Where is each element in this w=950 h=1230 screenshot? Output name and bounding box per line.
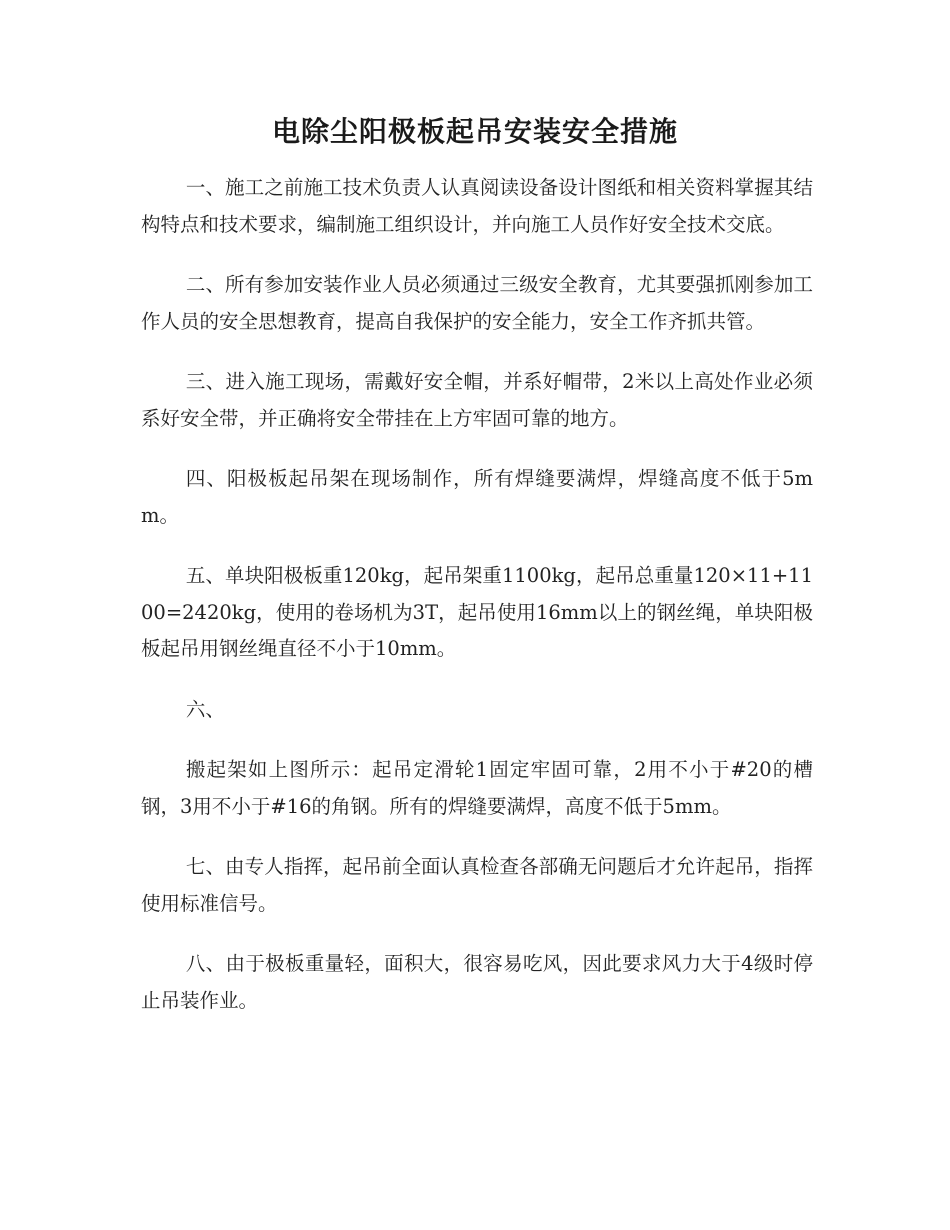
paragraph-6-detail: 搬起架如上图所示：起吊定滑轮1固定牢固可靠，2用不小于#20的槽钢，3用不小于#16的角钢。所有的焊缝要满焊，高度不低于5mm。 bbox=[141, 758, 813, 818]
document-body bbox=[141, 170, 813, 1043]
paragraph-4: 四、阳极板起吊架在现场制作，所有焊缝要满焊，焊缝高度不低于5mm。 bbox=[141, 467, 813, 527]
paragraph-6: 六、 bbox=[185, 697, 225, 721]
paragraph-3: 三、进入施工现场，需戴好安全帽，并系好帽带，2米以上高处作业必须系好安全带，并正确将安全带挂在上方牢固可靠的地方。 bbox=[141, 370, 813, 430]
paragraph-1: 一、施工之前施工技术负责人认真阅读设备设计图纸和相关资料掌握其结构特点和技术要求，编制施工组织设计，并向施工人员作好安全技术交底。 bbox=[141, 176, 813, 236]
paragraph-7: 七、由专人指挥，起吊前全面认真检查各部确无问题后才允许起吊，指挥使用标准信号。 bbox=[141, 855, 813, 915]
paragraph-5: 五、单块阳极板重120kg，起吊架重1100kg，起吊总重量120×11+1100=2420kg，使用的卷场机为3T，起吊使用16mm以上的钢丝绳，单块阳极板起吊用钢丝绳直径不小于10mm。 bbox=[141, 564, 813, 660]
document-title: 电除尘阳极板起吊安装安全措施 bbox=[271, 115, 678, 148]
paragraph-2: 二、所有参加安装作业人员必须通过三级安全教育，尤其要强抓刚参加工作人员的安全思想教育，提高自我保护的安全能力，安全工作齐抓共管。 bbox=[141, 273, 813, 333]
paragraph-8: 八、由于极板重量轻，面积大，很容易吃风，因此要求风力大于4级时停止吊装作业。 bbox=[141, 952, 813, 1012]
